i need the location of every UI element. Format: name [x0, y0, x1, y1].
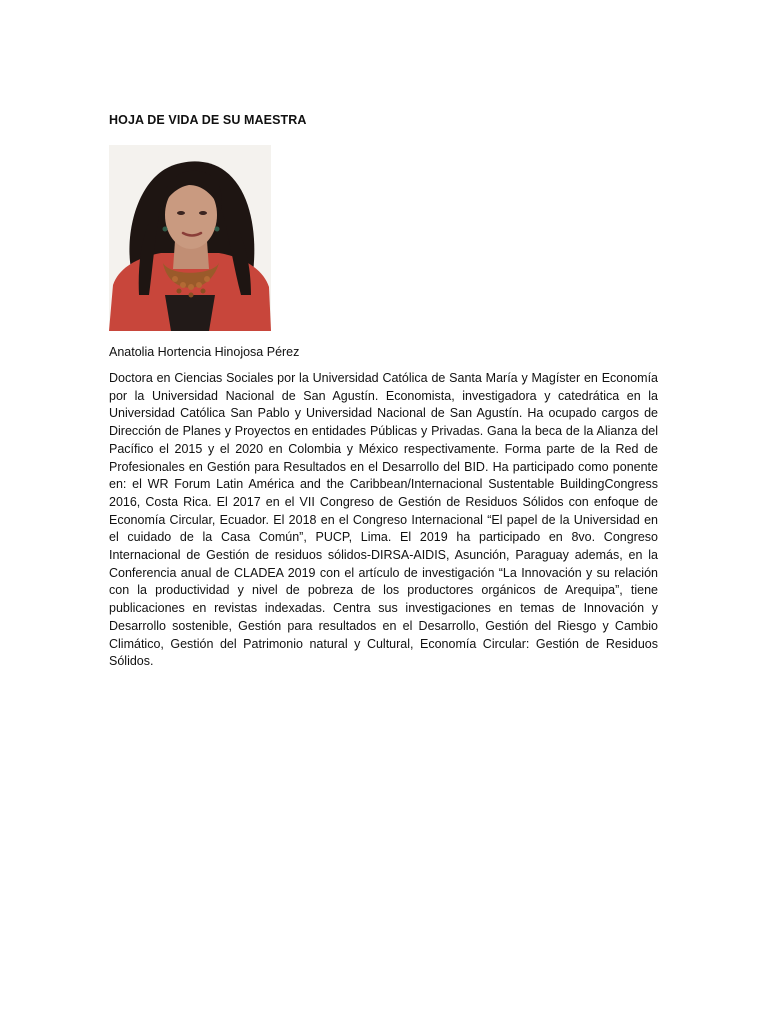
- biography-paragraph: Doctora en Ciencias Sociales por la Universidad Católica de Santa María y Magíster en Economía por la Universidad Nacional de San Agustín. Economista, investigadora y catedrática en la Universidad Católica San Pablo y Universidad Nacional de San Agustín. Ha ocupado cargos de Dirección de Planes y Proyectos en entidades Públicas y Privadas. Gana la beca de la Alianza del Pacífico el 2015 y el 2020 en Colombia y México respectivamente. Forma parte de la Red de Profesionales en Gestión para Resultados en el Desarrollo del BID. Ha participado como ponente en: el WR Forum Latin América and the Caribbean/Internacional Sustentable BuildingCongress 2016, Costa Rica. El 2017 en el VII Congreso de Gestión de Residuos Sólidos con enfoque de Economía Circular, Ecuador. El 2018 en el Congreso Internacional “El papel de la Universidad en el cuidado de la Casa Común”, PUCP, Lima. El 2019 ha participado en 8vo. Congreso Internacional de Gestión de residuos sólidos-DIRSA-AIDIS, Asunción, Paraguay además, en la Conferencia anual de CLADEA 2019 con el artículo de investigación “La Innovación y su relación con la productividad y nivel de pobreza de los productores orgánicos de Arequipa”, tiene publicaciones en revistas indexadas. Centra sus investigaciones en temas de Innovación y Desarrollo sostenible, Gestión para resultados en el Desarrollo, Gestión del Riesgo y Cambio Climático, Gestión del Patrimonio natural y Cultural, Economía Circular: Gestión de Residuos Sólidos.: [109, 371, 658, 669]
- document-title: HOJA DE VIDA DE SU MAESTRA: [109, 113, 307, 127]
- profile-photo: [109, 145, 271, 331]
- teacher-name: Anatolia Hortencia Hinojosa Pérez: [109, 345, 300, 359]
